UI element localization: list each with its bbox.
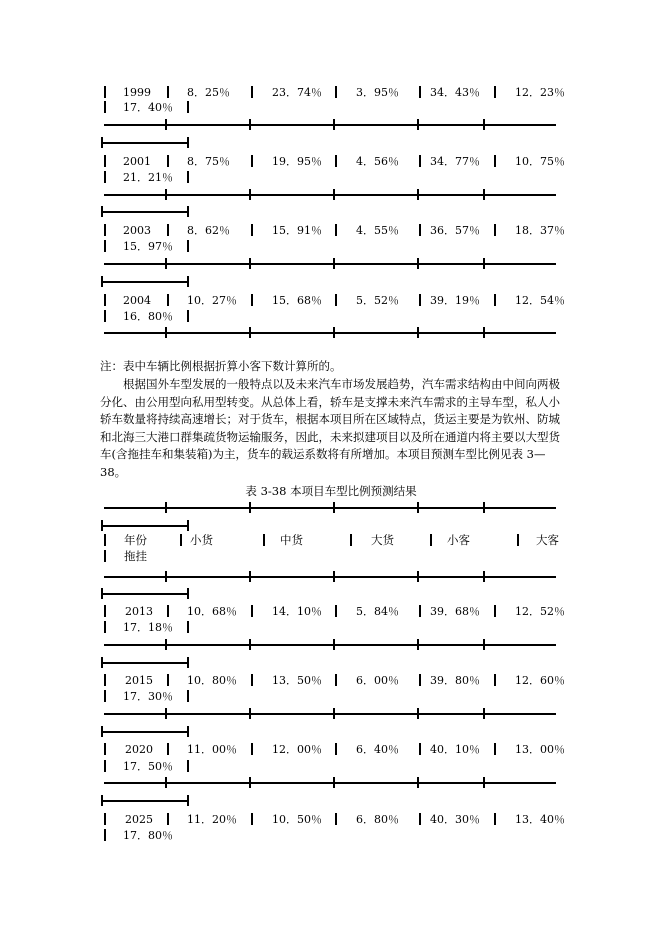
cell-border [104,240,106,252]
value-cell: 12．52％ [515,605,565,618]
value-cell: 10．50％ [272,813,322,826]
year-cell: 2004 [123,294,151,307]
value-cell: 15．91％ [272,224,322,237]
sub-rule [101,525,189,527]
rule-tick [417,639,419,650]
rule-tick [101,206,103,217]
rule-tick [165,639,167,650]
rule-tick [101,795,103,806]
rule-tick [333,119,335,130]
value-cell: 15．68％ [272,294,322,307]
rule-tick [483,571,485,582]
rule-tick [187,206,189,217]
rule-tick [165,708,167,719]
value-cell: 40．10％ [430,743,480,756]
cell-border [187,690,189,702]
cell-border [104,101,106,113]
cell-border [104,813,106,825]
cell-border [167,86,169,98]
rule-tick [187,657,189,668]
cell-border [104,743,106,755]
header-year: 年份 [124,533,147,547]
rule-tick [417,571,419,582]
cell-border [167,813,169,825]
header-trailer: 拖挂 [124,549,147,563]
rule-tick [101,726,103,737]
rule-tick [417,502,419,513]
value-cell: 12．60％ [515,674,565,687]
year-cell: 2013 [125,605,153,618]
cell-border [180,534,182,546]
value-cell: 36．57％ [430,224,480,237]
sub-rule [101,662,189,664]
rule-tick [483,189,485,200]
cell-border [419,743,421,755]
rule-tick [333,189,335,200]
cell-border [419,155,421,167]
rule-tick [165,502,167,513]
year-cell: 2025 [125,813,153,826]
rule-tick [187,726,189,737]
cell-border [104,690,106,702]
rule-tick [249,571,251,582]
value-cell: 39．19％ [430,294,480,307]
cell-border [335,743,337,755]
rule-tick [101,520,103,531]
value-cell: 10．75％ [515,155,565,168]
value-cell: 34．43％ [430,86,480,99]
value-cell: 13．00％ [515,743,565,756]
cell-border [104,294,106,306]
cell-border [335,813,337,825]
value-cell: 4．56％ [356,155,399,168]
rule-tick [483,119,485,130]
cell-border [494,813,496,825]
rule-tick [101,657,103,668]
rule-tick [249,777,251,788]
cell-border [419,813,421,825]
value-cell: 39．80％ [430,674,480,687]
header-large-bus: 大客 [536,533,559,547]
rule-tick [165,571,167,582]
rule-tick [249,327,251,338]
cell-border [494,155,496,167]
rule-tick [165,327,167,338]
header-small-bus: 小客 [447,533,470,547]
cell-border [419,224,421,236]
cell-border [335,674,337,686]
cell-border [251,294,253,306]
rule-tick [165,777,167,788]
sub-rule [101,593,189,595]
cell-border [251,813,253,825]
value-cell: 3．95％ [356,86,399,99]
cell-border [494,86,496,98]
value-cell: 6．40％ [356,743,399,756]
value-cell: 17．80％ [123,829,173,842]
rule-tick [249,502,251,513]
row-rule [104,713,556,715]
cell-border [251,674,253,686]
sub-rule [101,142,189,144]
rule-tick [101,276,103,287]
row-rule [104,782,556,784]
cell-border [187,240,189,252]
value-cell: 14．10％ [272,605,322,618]
cell-border [494,743,496,755]
rule-tick [249,189,251,200]
rule-tick [187,276,189,287]
cell-border [104,310,106,322]
rule-tick [249,119,251,130]
cell-border [251,224,253,236]
rule-tick [417,708,419,719]
cell-border [419,674,421,686]
top-rule [104,507,556,509]
rule-tick [417,777,419,788]
value-cell: 5．52％ [356,294,399,307]
cell-border [187,760,189,772]
value-cell: 13．50％ [272,674,322,687]
header-medium-truck: 中货 [280,533,303,547]
cell-border [251,743,253,755]
cell-border [104,224,106,236]
cell-border [430,534,432,546]
cell-border [494,605,496,617]
body-paragraph: 根据国外车型发展的一般特点以及未来汽车市场发展趋势，汽车需求结构由中间向两极分化、由公用型向私用型转变。从总体上看，轿车是支撑未来汽车需求的主导车型，私人小轿车数量将持续高速增长；对于货车，根据本项目所在区域特点，货运主要是为钦州、防城和北海三大港口群集疏货物运输服务，因此，未来拟建项目以及所在通道内将主要以大型货车(含拖挂车和集装箱)为主，货车的载运系数将有所增加。本项目预测车型比例见表 3—38。 [100,377,560,479]
value-cell: 18．37％ [515,224,565,237]
cell-border [104,621,106,633]
rule-tick [333,708,335,719]
rule-tick [187,520,189,531]
rule-tick [101,588,103,599]
value-cell: 17．18％ [123,621,173,634]
rule-tick [333,258,335,269]
rule-tick [483,327,485,338]
sub-rule [101,731,189,733]
value-cell: 15．97％ [123,240,173,253]
header-small-truck: 小货 [190,533,213,547]
cell-border [104,674,106,686]
value-cell: 39．68％ [430,605,480,618]
row-rule [104,194,556,196]
cell-border [104,534,106,546]
cell-border [335,155,337,167]
table-note: 注：表中车辆比例根据折算小客下数计算所的。 [100,359,342,373]
sub-rule [101,800,189,802]
row-rule [104,263,556,265]
cell-border [419,86,421,98]
cell-border [167,674,169,686]
cell-border [104,605,106,617]
rule-tick [187,137,189,148]
cell-border [335,224,337,236]
value-cell: 23．74％ [272,86,322,99]
cell-border [335,605,337,617]
rule-tick [333,502,335,513]
rule-tick [333,571,335,582]
rule-tick [249,639,251,650]
year-cell: 2015 [125,674,153,687]
year-cell: 2020 [125,743,153,756]
value-cell: 21．21％ [123,171,173,184]
cell-border [104,760,106,772]
cell-border [494,294,496,306]
value-cell: 16．80％ [123,310,173,323]
cell-border [494,674,496,686]
rule-tick [333,639,335,650]
cell-border [104,155,106,167]
value-cell: 12．00％ [272,743,322,756]
value-cell: 6．80％ [356,813,399,826]
cell-border [167,224,169,236]
value-cell: 8．75％ [187,155,230,168]
value-cell: 8．62％ [187,224,230,237]
rule-tick [249,258,251,269]
value-cell: 4．55％ [356,224,399,237]
rule-tick [187,795,189,806]
sub-rule [101,211,189,213]
cell-border [167,605,169,617]
rule-tick [417,258,419,269]
cell-border [335,294,337,306]
header-large-truck: 大货 [371,533,394,547]
row-rule [104,124,556,126]
cell-border [251,155,253,167]
cell-border [167,743,169,755]
value-cell: 17．40％ [123,101,173,114]
cell-border [104,550,106,562]
rule-tick [483,258,485,269]
row-rule [104,644,556,646]
rule-tick [483,777,485,788]
value-cell: 19．95％ [272,155,322,168]
cell-border [517,534,519,546]
year-cell: 2001 [123,155,151,168]
value-cell: 17．30％ [123,690,173,703]
value-cell: 10．68％ [187,605,237,618]
cell-border [187,621,189,633]
rule-tick [165,119,167,130]
cell-border [187,171,189,183]
value-cell: 6．00％ [356,674,399,687]
rule-tick [417,189,419,200]
cell-border [350,534,352,546]
rule-tick [187,588,189,599]
rule-tick [417,327,419,338]
rule-tick [483,639,485,650]
cell-border [104,829,106,841]
value-cell: 11．00％ [187,743,237,756]
cell-border [187,310,189,322]
cell-border [419,605,421,617]
value-cell: 5．84％ [356,605,399,618]
row-rule [104,332,556,334]
value-cell: 11．20％ [187,813,237,826]
value-cell: 40．30％ [430,813,480,826]
rule-tick [165,258,167,269]
cell-border [263,534,265,546]
year-cell: 1999 [123,86,151,99]
year-cell: 2003 [123,224,151,237]
value-cell: 10．80％ [187,674,237,687]
value-cell: 17．50％ [123,760,173,773]
value-cell: 12．23％ [515,86,565,99]
value-cell: 13．40％ [515,813,565,826]
cell-border [104,171,106,183]
row-rule [104,576,556,578]
cell-border [104,86,106,98]
rule-tick [101,137,103,148]
value-cell: 8．25％ [187,86,230,99]
cell-border [167,155,169,167]
value-cell: 12．54％ [515,294,565,307]
cell-border [494,224,496,236]
value-cell: 34．77％ [430,155,480,168]
rule-tick [483,708,485,719]
rule-tick [249,708,251,719]
cell-border [187,101,189,113]
cell-border [167,294,169,306]
rule-tick [165,189,167,200]
table-caption: 表 3-38 本项目车型比例预测结果 [245,484,417,498]
cell-border [251,86,253,98]
rule-tick [417,119,419,130]
value-cell: 10．27％ [187,294,237,307]
cell-border [335,86,337,98]
sub-rule [101,281,189,283]
cell-border [251,605,253,617]
rule-tick [483,502,485,513]
cell-border [419,294,421,306]
rule-tick [333,777,335,788]
rule-tick [333,327,335,338]
